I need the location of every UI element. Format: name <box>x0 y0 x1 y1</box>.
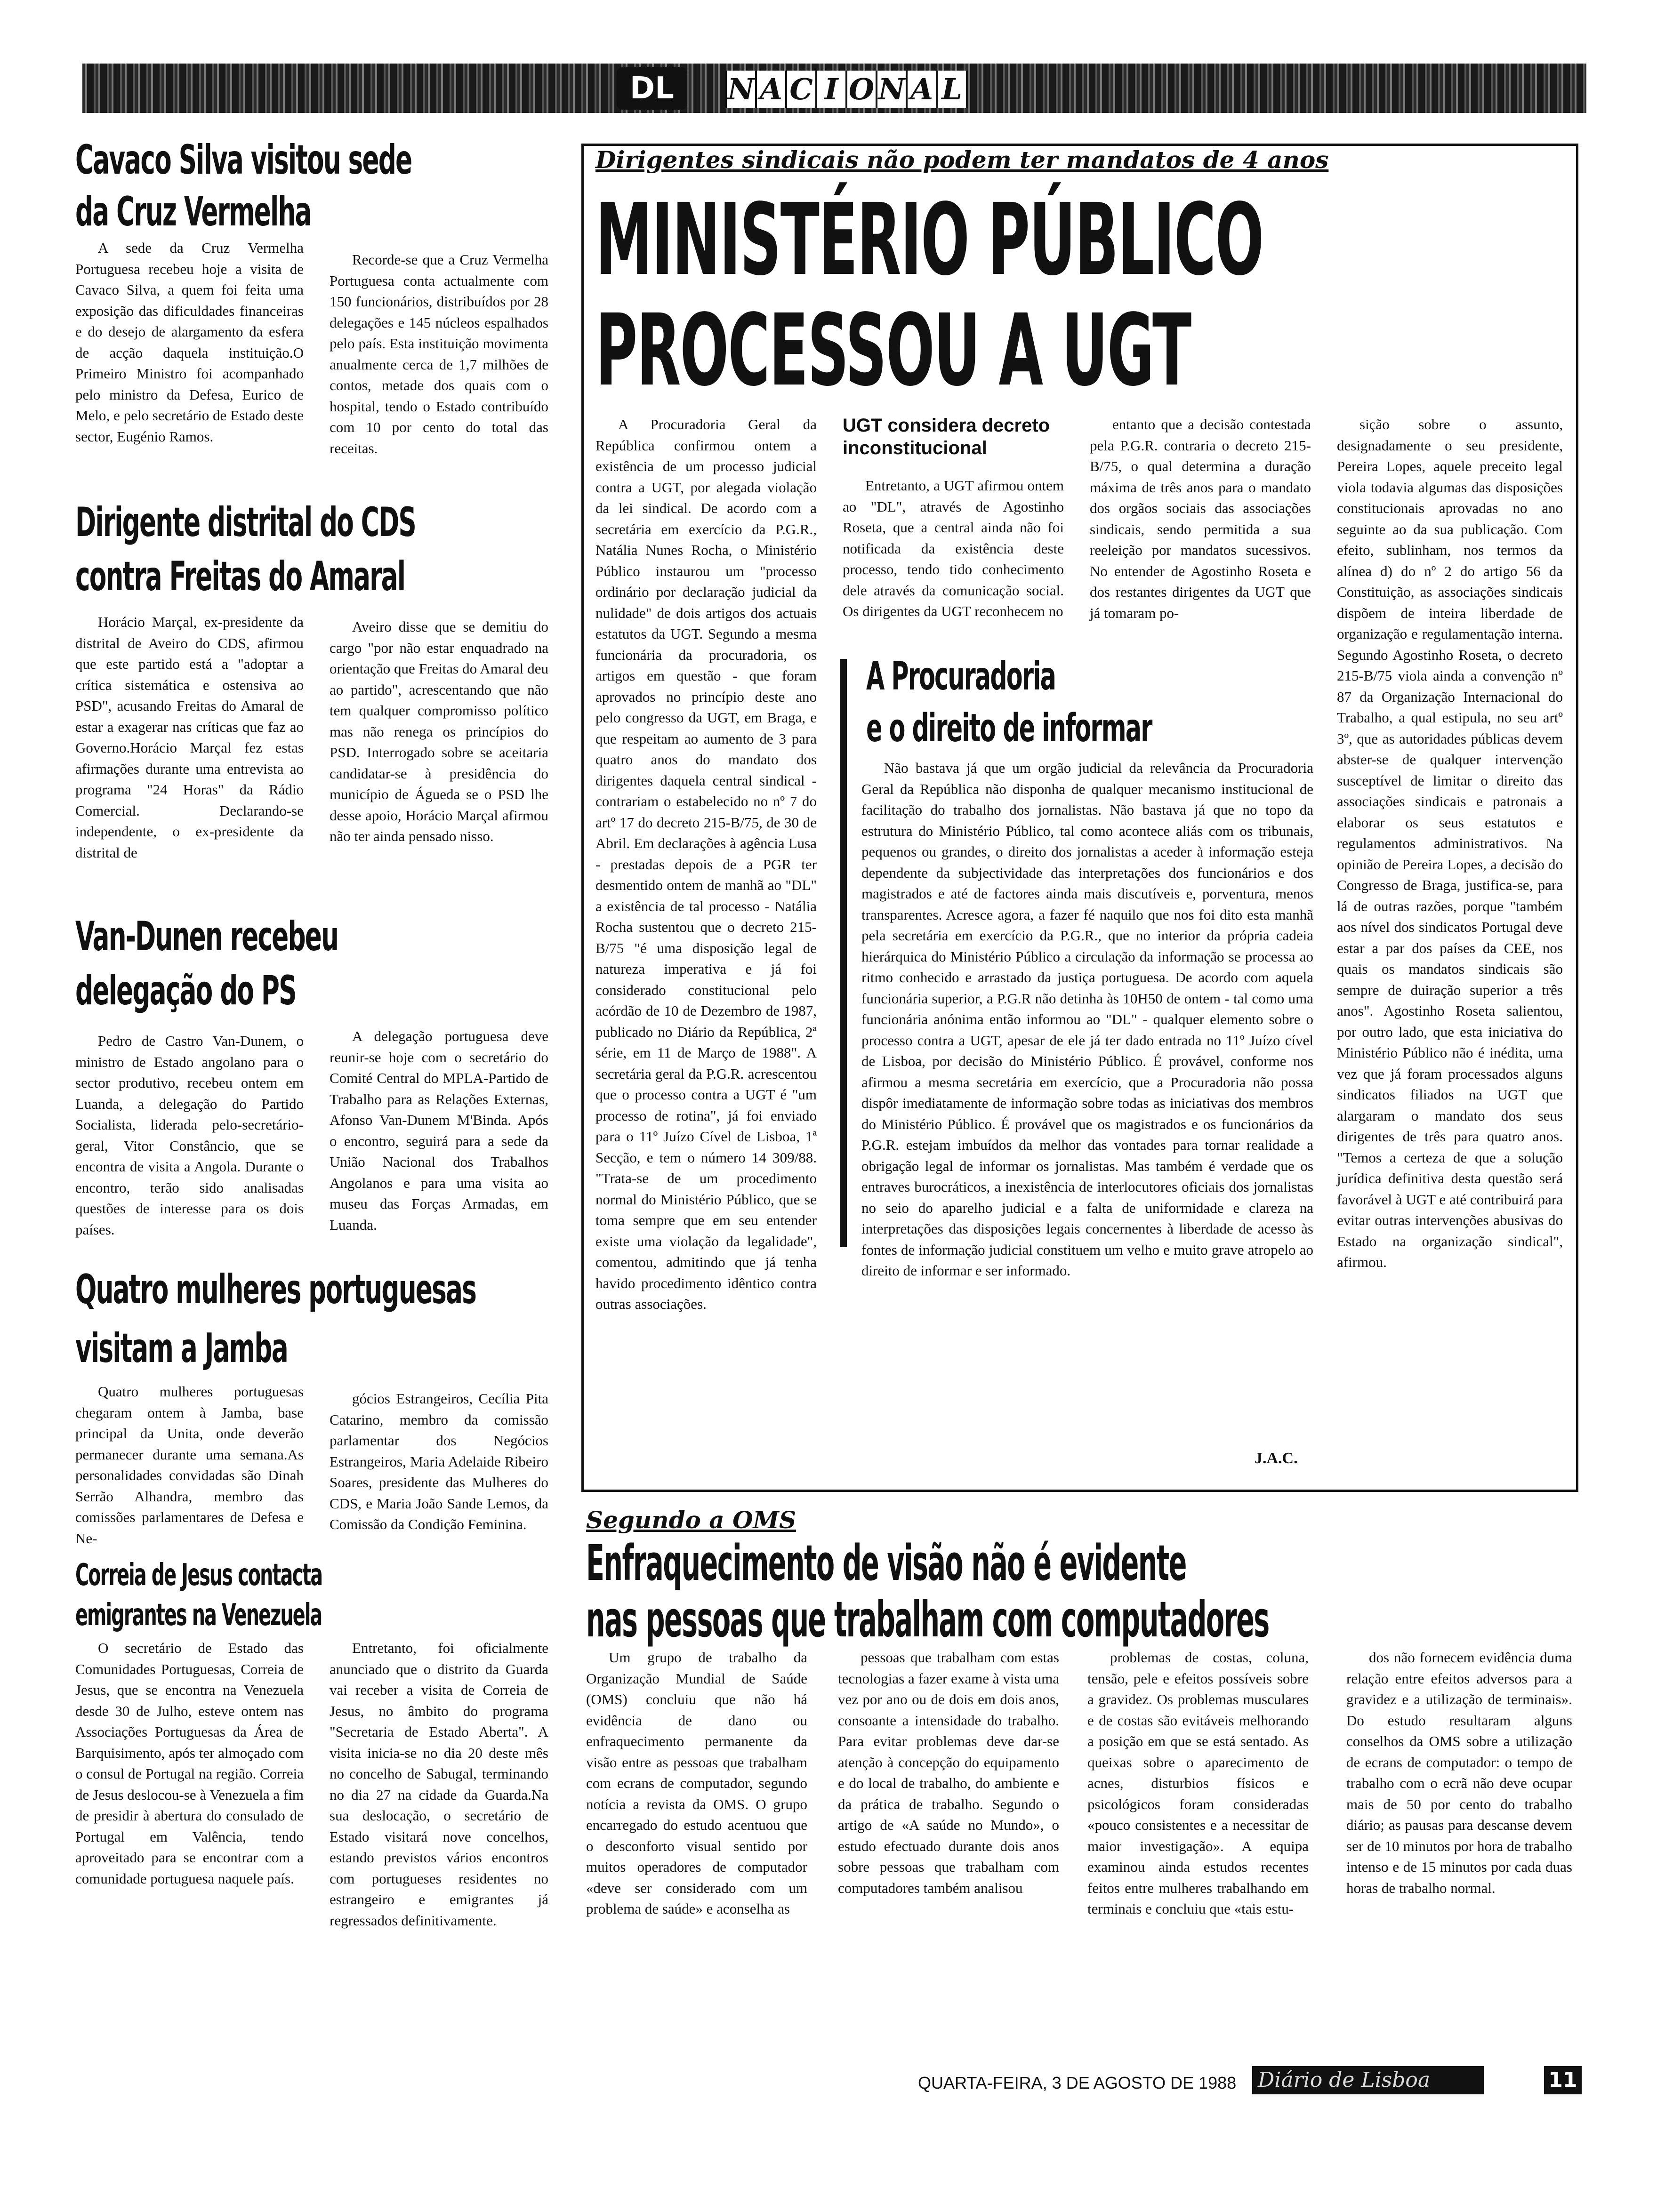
headline-vandunen-l2: delegação do PS <box>75 967 296 1014</box>
article-body: sição sobre o assunto, designadamente o seu presidente, Pereira Lopes, aquele preceito legal viola todavia algumas das disposições constitucionais aprovadas no ano seguinte ao da sua publicação. Com efeito, sublinham, nos termos da alínea d) do nº 2 do artigo 56 da Constituição, as associações sindicais dispõem de inteira liberdade de organização e regulamentação interna. Segundo Agostinho Roseta, o decreto 215-B/75 viola ainda a convenção nº 87 da Organização Internacional do Trabalho, a qual estipula, no seu artº 3º, que as autoridades públicas devem abster-se de qualquer intervenção susceptível de limitar o direito das associações sindicais e patronais a elaborar os seus estatutos e regulamentos administrativos. Na opinião de Pereira Lopes, a decisão do Congresso de Braga, justifica-se, para lá de outras razões, porque "também aos nível dos sindicatos Portugal deve estar a par dos países da CEE, nos quais os mandatos sindicais são sempre de duiração superior a três anos". Agostinho Roseta salientou, por outro lado, que esta iniciativa do Ministério Público não é inédita, uma vez que já foram processados alguns sindicatos filiados na UGT que alargaram o mandato dos seus dirigentes de três para quatro anos. "Temos a certeza de que a solução jurídica definitiva desta questão será favorável à UGT e até contribuirá para evitar outras intervenções abusivas do Estado na organização sindical", afirmou. <box>1337 416 1563 1270</box>
section-letter: A <box>755 71 785 108</box>
article-body: pessoas que trabalham com estas tecnologias a fazer exame à vista uma vez por ano ou de dois em dois anos, consoante a intensidade do trabalho. Para evitar problemas deve dar-se atenção à concepção do equipamento e do local de trabalho, do ambiente e da prática de trabalho. Segundo o artigo de «A saúde no Mundo», o estudo efectuado durante dois anos sobre pessoas que trabalham com computadores também analisou <box>838 1649 1059 1896</box>
who-headline-l2: nas pessoas que trabalham com computadores <box>586 1591 1269 1648</box>
section-letter: L <box>936 71 968 108</box>
article-body: problemas de costas, coluna, tensão, pele e efeitos possíveis sobre a gravidez. Os problemas musculares e de costas são evitáveis melhorando a posição em que se está sentado. As queixas sobre o aparecimento de acnes, disturbios físicos e psicológicos foram consideradas «pouco consistentes e a necessitar de maior investigação». A equipa examinou ainda estudos recentes feitos entre mulheres trabalhando em terminais e concluiu que «tais estu- <box>1087 1649 1309 1917</box>
box-rule <box>840 659 847 1247</box>
article-body: dos não fornecem evidência duma relação entre efeitos adversos para a gravidez e a utilização de terminais». Do estudo resultaram alguns conselhos da OMS sobre a utilização de ecrans de computador: o tempo de trabalho com o ecrã não deve ocupar mais de 50 por cento do trabalho diário; as pausas para descanse devem ser de 10 minutos por hora de trabalho intenso e de 15 minutos por cada duas horas de trabalho normal. <box>1346 1649 1572 1896</box>
headline-vandunen: Van-Dunen recebeu <box>75 913 338 960</box>
signature: J.A.C. <box>1255 1450 1298 1467</box>
headline-venezuela: Correia de Jesus contacta <box>75 1558 322 1593</box>
article-body: Horácio Marçal, ex-presidente da distrital de Aveiro do CDS, afirmou que este partido está a "adoptar a crítica sistemática e ostensiva ao PSD", acusando Freitas do Amaral de estar a exagerar nas críticas que faz ao Governo.Horácio Marçal fez estas afirmações durante uma entrevista ao programa "24 Horas" da Rádio Comercial. Declarando-se independente, o ex-presidente da distrital de <box>75 614 304 861</box>
article-body: Aveiro disse que se demitiu do cargo "por não estar enquadrado na orientação que Freitas do Amaral deu ao partido", acrescentando que não tem qualquer compromisso político mas não renega os princípios do PSD. Interrogado sobre se aceitaria candidatar-se à presidência do município de Águeda se o PSD lhe desse apoio, Horácio Marçal afirmou não ter ainda pensado nisso. <box>330 618 548 844</box>
article-body: Entretanto, a UGT afirmou ontem ao "DL", através de Agostinho Roseta, que a central ainda não foi notificada da existência deste processo, tendo tido conhecimento dele através da comunicação social. Os dirigentes da UGT reconhecem no <box>843 477 1064 619</box>
who-headline: Enfraquecimento de visão não é evidente <box>586 1534 1186 1592</box>
box-headline: A Procuradoria <box>866 654 1056 699</box>
article-body: Entretanto, foi oficialmente anunciado que o distrito da Guarda vai receber a visita de Correia de Jesus, no âmbito do programa "Secretaria de Estado Aberta". A visita inicia-se no dia 20 deste mês no concelho de Sabugal, terminando no dia 27 na cidade da Guarda.Na sua deslocação, o secretário de Estado visitará nove concelhos, estando previstos vários encontros com portugueses residentes no estrangeiro e emigrantes já regressados definitivamente. <box>330 1640 548 1929</box>
article-body: entanto que a decisão contestada pela P.G.R. contraria o decreto 215-B/75, o qual determina a duração máxima de três anos para o mandato dos orgãos sociais das associações sindicais, sendo permitida a sua reeleição por mandatos sucessivos. No entender de Agostinho Roseta e dos restantes dirigentes da UGT que já tomaram po- <box>1090 416 1311 621</box>
article-body: A sede da Cruz Vermelha Portuguesa recebeu hoje a visita de Cavaco Silva, a quem foi feita uma exposição das dificuldades financeiras e do desejo de alargamento da esfera de acção daquela instituição.O Primeiro Ministro foi acompanhado pelo ministro da Defesa, Eurico de Melo, e pelo secretário de Estado deste sector, Eugénio Ramos. <box>75 240 304 445</box>
article-body: Pedro de Castro Van-Dunem, o ministro de Estado angolano para o sector produtivo, recebeu ontem em Luanda, a delegação do Partido Socialista, liderada pelo-secretário-geral, Vitor Constâncio, que se encontra de visita a Angola. Durante o encontro, terão sido analisadas questões de interesse para os dois países. <box>75 1033 304 1238</box>
article-body: A Procuradoria Geral da República confirmou ontem a existência de um processo judicial contra a UGT, por alegada violação da lei sindical. De acordo com a secretária em exercício da P.G.R., Natália Nunes Rocha, o Ministério Público instaurou um "processo ordinário por declaração judicial da nulidade" de dois artigos dos actuais estatutos da UGT. Segundo a mesma funcionária da procuradoria, os artigos em questão - que foram aprovados no princípio deste ano pelo congresso da UGT, em Braga, e que respeitam ao aumento de 3 para quatro anos do mandato dos dirigentes daquela central sindical - contrariam o estabelecido no nº 7 do artº 17 do decreto 215-B/75, de 30 de Abril. Em declarações à agência Lusa - prestadas depois de a PGR ter desmentido ontem de manhã ao "DL" a existência de tal processo - Natália Rocha sustentou que o decreto 215-B/75 "é uma disposição legal de natureza imperativa e já foi considerado constitucional pelo acórdão de 10 de Dezembro de 1987, publicado no Diário da República, 2ª série, em 11 de Março de 1988". A secretária geral da P.G.R. acrescentou que o processo contra a UGT é "um processo de rotina", já foi enviado para o 11º Juízo Cível de Lisboa, 1ª Secção, e tem o número 14 309/88. "Trata-se de um procedimento normal do Ministério Público, que se toma sempre que em seu entender existe uma violação da legalidade", comentou, admitindo que já tenha havido procedimento idêntico contra outras associações. <box>595 416 817 1312</box>
box-headline-l2: e o direito de informar <box>866 706 1152 751</box>
headline-cds: Dirigente distrital do CDS <box>75 499 416 546</box>
headline-jamba: Quatro mulheres portuguesas <box>75 1266 476 1313</box>
section-letter: I <box>815 71 845 108</box>
footer-date: QUARTA-FEIRA, 3 DE AGOSTO DE 1988 <box>918 2073 1237 2092</box>
section-title <box>725 71 968 108</box>
page-number: 11 <box>1544 2066 1582 2094</box>
lead-headline: MINISTÉRIO PÚBLICO <box>595 182 1263 297</box>
article-body: A delegação portuguesa deve reunir-se hoje com o secretário do Comité Central do MPLA-Partido de Trabalho para as Relações Externas, Afonso Van-Dunem M'Binda. Após o encontro, seguirá para a sede da União Nacional dos Trabalhos Angolanos e para uma visita ao museu das Forças Armadas, em Luanda. <box>330 1028 548 1233</box>
headline-venezuela-l2: emigrantes na Venezuela <box>75 1598 322 1633</box>
box-body: Não bastava já que um orgão judicial da relevância da Procuradoria Geral da República não disponha de qualquer mecanismo institucional de facilitação do trabalho dos jornalistas. Não bastava já que no topo da estrutura do Ministério Público, tal como acontece aliás com os tribunais, pequenos ou grandes, o direito dos jornalistas a aceder à informação esteja dependente da subjectividade das interpretações dos funcionários e dos magistrados e até de factores ainda mais discutíveis e, porventura, menos transparentes. Acresce agora, a fazer fé naquilo que nos foi dito esta manhã pela secretária em exercício da P.G.R., que no interior da própria cadeia hierárquica do Ministério Público a circulação da informação se processa ao ritmo conhecido e arrastado da justiça portuguesa. De acordo com aquela funcionária superior, a P.G.R não detinha às 10H50 de ontem - tal como uma funcionária anónima então informou ao "DL" - qualquer elemento sobre o processo contra a UGT, apesar de ele já ter dado entrada no 11º Juízo cível de Lisboa, por decisão do Ministério Público. É provável, conforme nos afirmou a mesma secretária em exercício, que a Procuradoria não possa dispôr imediatamente de informação sobre todas as iniciativas dos membros do Ministério Público. É provável que os magistrados e os funcionários da P.G.R. estejam imbuídos da melhor das vontades para tornar realidade a obrigação legal de informar os jornalistas. Mas também é verdade que os entraves burocráticos, a inexistência de interlocutores oficiais dos jornalistas no seio do aparelho judicial e a falta de uniformidade e clareza na interpretações das disposições legais concernentes à liberdade de acesso às fontes de informação judicial constituem um velho e muito grave atropelo ao direito de informar e ser informado. <box>861 760 1313 1279</box>
article-body: gócios Estrangeiros, Cecília Pita Catarino, membro da comissão parlamentar dos Negócios Estrangeiros, Maria Adelaide Ribeiro Soares, presidente das Mulheres do CDS, e Maria João Sande Lemos, da Comissão da Condição Feminina. <box>330 1390 548 1532</box>
article-body: Recorde-se que a Cruz Vermelha Portuguesa conta actualmente com 150 funcionários, distribuídos por 28 delegações e 145 núcleos espalhados pelo país. Esta instituição movimenta anualmente cerca de 1,7 milhões de contos, metade dos quais com o hospital, tendo o Estado contribuído com 10 por cento do total das receitas. <box>330 251 548 457</box>
lead-subheading: UGT considera decreto inconstitucional <box>843 415 1050 458</box>
section-letter: N <box>876 71 906 108</box>
headline-cds-l2: contra Freitas do Amaral <box>75 553 405 600</box>
section-letter: N <box>725 71 755 108</box>
paper-logo: DL <box>617 67 687 110</box>
footer-paper-logo: Diário de Lisboa <box>1252 2066 1484 2094</box>
lead-kicker: Dirigentes sindicais não podem ter mandatos de 4 anos <box>595 146 1329 174</box>
headline-cavaco-l2: da Cruz Vermelha <box>75 188 311 235</box>
lead-headline-l2: PROCESSOU A UGT <box>595 293 1191 408</box>
section-letter: C <box>785 71 815 108</box>
section-letter: O <box>845 71 876 108</box>
article-body: Um grupo de trabalho da Organização Mundial de Saúde (OMS) concluiu que não há evidência de dano ou enfraquecimento permanente da visão entre as pessoas que trabalham com ecrans de computador, segundo notícia a revista da OMS. O grupo encarregado do estudo acentuou que o desconforto visual sentido por muitos operadores de computador «deve ser considerado com um problema de saúde» e aconselha as <box>586 1649 807 1917</box>
who-kicker: Segundo a OMS <box>586 1506 796 1534</box>
article-body: O secretário de Estado das Comunidades Portuguesas, Correia de Jesus, que se encontra na Venezuela desde 30 de Julho, esteve ontem nas Associações Portuguesas da Área de Barquisimento, após ter almoçado com o consul de Portugal na região. Correia de Jesus deslocou-se à Venezuela a fim de presidir à abertura do consulado de Portugal em Valência, tendo aproveitado para se encontrar com a comunidade portuguesa naquele país. <box>75 1640 304 1887</box>
section-letter: A <box>906 71 936 108</box>
headline-cavaco: Cavaco Silva visitou sede <box>75 136 412 184</box>
headline-jamba-l2: visitam a Jamba <box>75 1325 288 1372</box>
article-body: Quatro mulheres portuguesas chegaram ontem à Jamba, base principal da Unita, onde deverão permanecer durante uma semana.As personalidades convidadas são Dinah Serrão Alhandra, membro das comissões parlamentares de Defesa e Ne- <box>75 1383 304 1547</box>
